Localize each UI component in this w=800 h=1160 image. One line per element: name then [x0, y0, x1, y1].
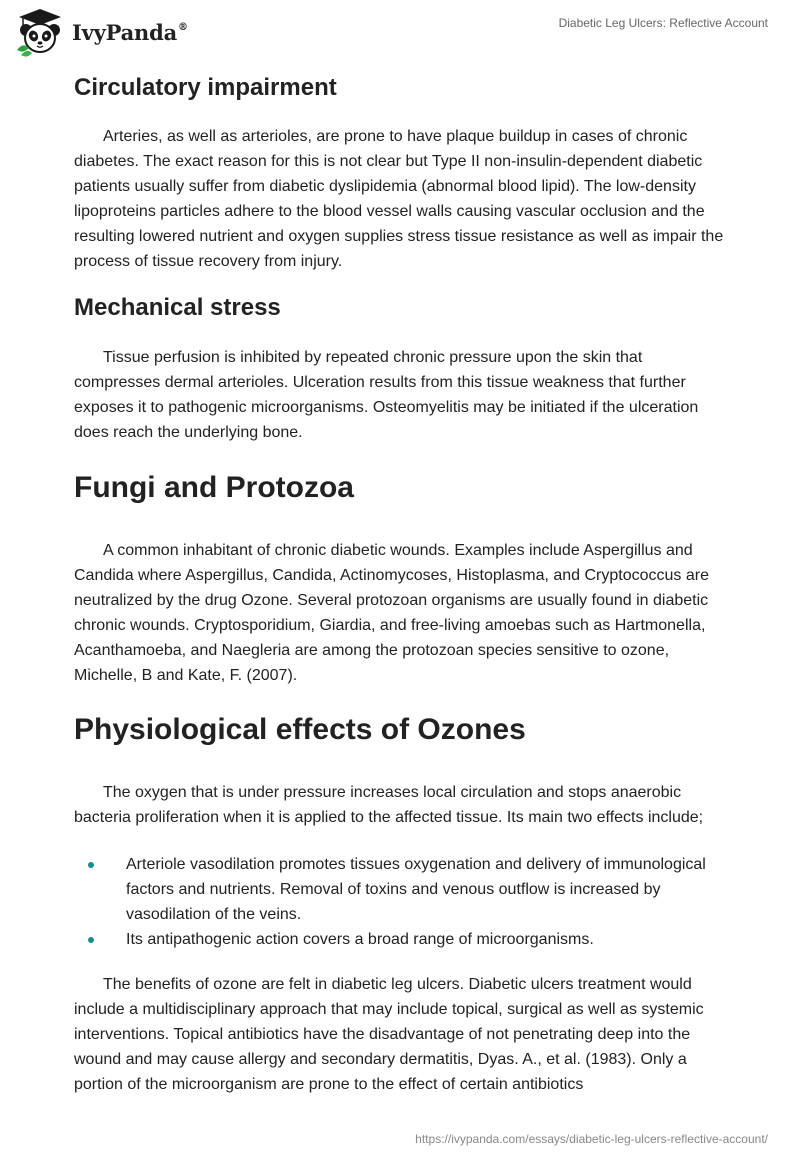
heading-fungi-protozoa: Fungi and Protozoa [74, 471, 354, 504]
paragraph-physio-closing: The benefits of ozone are felt in diabetic leg ulcers. Diabetic ulcers treatment would include a multidisciplinary approach that may include topical, surgical as well as systemic interventions. Topical antibiotics have the disadvantage of not penetrating deep into the wound and may cause allergy and secondary dermatitis, Dyas. A., et al. (1983). Only a portion of the microorganism are prone to the effect of certain antibiotics [74, 976, 704, 1093]
article-body [74, 72, 724, 1097]
page-header [0, 0, 800, 64]
paragraph-fungi: A common inhabitant of chronic diabetic wounds. Examples include Aspergillus and Candida where Aspergillus, Candida, Actinomycoses, Histoplasma, and Cryptococcus are neutralized by the drug Ozone. Several protozoan organisms are usually found in diabetic chronic wounds. Cryptosporidium, Giardia, and free-living amoebas such as Hartmonella, Acanthamoeba, and Naegleria are among the protozoan species sensitive to ozone, Michelle, B and Kate, F. (2007). [74, 542, 709, 684]
bullet-icon [88, 862, 94, 868]
paragraph-mechanical: Tissue perfusion is inhibited by repeated chronic pressure upon the skin that compresses dermal arterioles. Ulceration results from this tissue weakness that further exposes it to pathogenic microorganisms. Osteomyelitis may be initiated if the ulceration does reach the underlying bone. [74, 349, 699, 441]
brand-name: IvyPanda® [72, 19, 188, 45]
bullet-icon [88, 937, 94, 943]
document-title: Diabetic Leg Ulcers: Reflective Account [558, 16, 768, 30]
heading-circulatory-impairment: Circulatory impairment [74, 74, 337, 101]
paragraph-physio-intro: The oxygen that is under pressure increases local circulation and stops anaerobic bacteria proliferation when it is applied to the affected tissue. Its main two effects include; [74, 784, 704, 826]
paragraph-circulatory: Arteries, as well as arterioles, are prone to have plaque buildup in cases of chronic diabetes. The exact reason for this is not clear but Type II non-insulin-dependent diabetic patients usually suffer from diabetic dyslipidemia (abnormal blood lipid). The low-density lipoproteins particles adhere to the blood vessel walls causing vascular occlusion and the resulting lowered nutrient and oxygen supplies stress tissue resistance as well as impair the process of tissue recovery from injury. [74, 128, 724, 270]
source-url[interactable]: https://ivypanda.com/essays/diabetic-leg-ulcers-reflective-account/ [415, 1132, 768, 1146]
list-item: Arteriole vasodilation promotes tissues oxygenation and delivery of immunological factors and nutrients. Removal of toxins and venous outflow is increased by vasodilation of the veins. [74, 852, 724, 927]
effects-list [74, 852, 724, 952]
heading-physiological-effects: Physiological effects of Ozones [74, 713, 526, 746]
panda-logo-icon [14, 6, 66, 58]
list-item: Its antipathogenic action covers a broad range of microorganisms. [74, 927, 724, 952]
heading-mechanical-stress: Mechanical stress [74, 294, 281, 321]
brand-logo[interactable] [14, 6, 188, 58]
